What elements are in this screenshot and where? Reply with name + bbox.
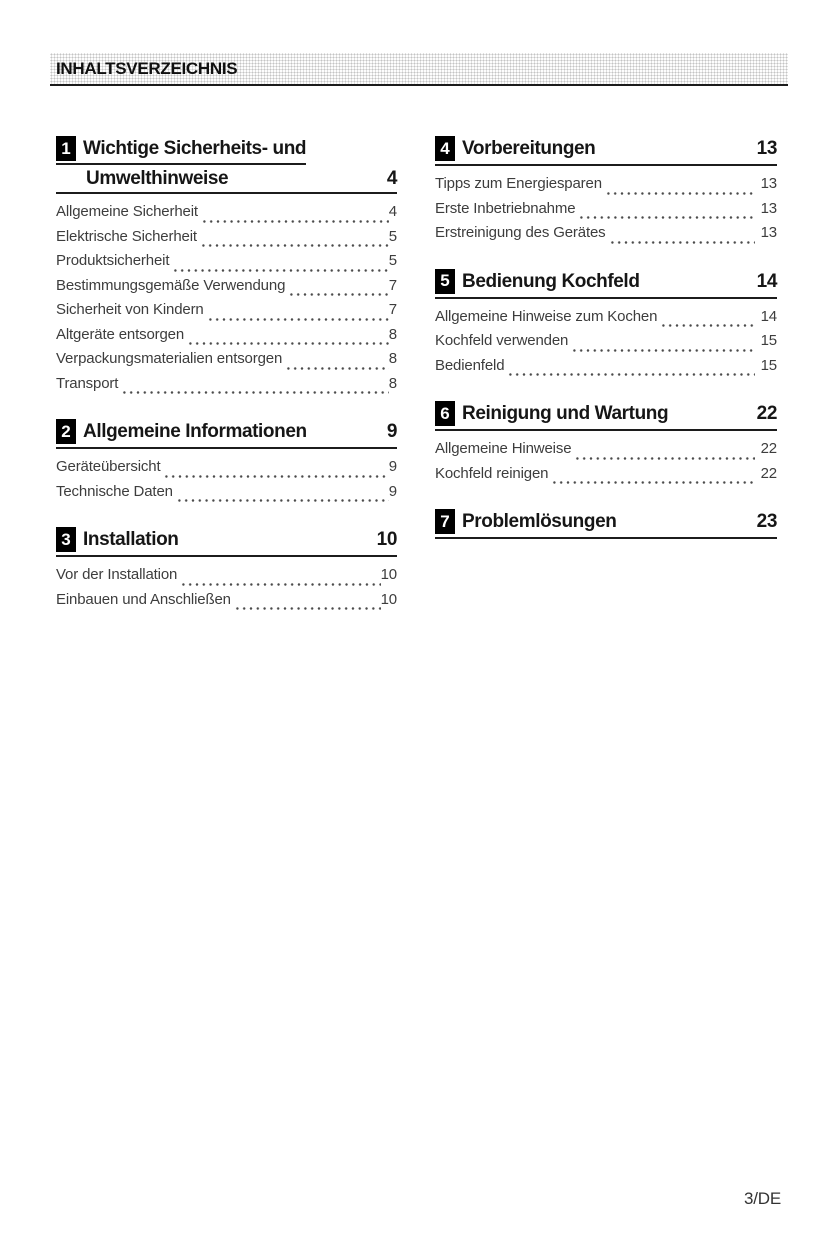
entry-label: Technische Daten [56,482,173,500]
dot-leader [660,308,754,333]
toc-entry [435,332,777,357]
entry-page-number: 13 [760,199,777,217]
section-title-continued: Umwelthinweise [86,168,229,189]
section-heading-line-1 [56,136,306,165]
toc-section-3 [56,527,397,615]
dot-leader [234,591,381,616]
page-header-bar [50,53,788,86]
entry-page-number: 8 [388,374,397,392]
toc-entry [435,308,777,333]
toc-entry [56,483,397,508]
entry-label: Sicherheit von Kindern [56,301,204,318]
toc-section-6 [435,401,777,489]
entry-page-number: 10 [380,590,397,608]
section-entries [56,203,397,399]
toc-section-4 [435,136,777,249]
section-page-number: 10 [376,529,397,550]
section-page-number: 9 [386,421,397,442]
entry-page-number: 14 [760,307,777,325]
dot-leader [200,228,389,253]
dot-leader [172,252,388,277]
section-heading [56,419,397,449]
dot-leader [121,375,389,400]
section-number-badge: 4 [435,136,455,161]
entry-page-number: 7 [388,301,397,318]
entry-label: Verpackungsmaterialien entsorgen [56,350,283,367]
dot-leader [571,332,754,357]
section-heading [435,401,777,431]
section-heading [435,136,777,166]
dot-leader [285,350,389,375]
section-number-badge: 7 [435,509,455,534]
dot-leader [176,483,389,508]
entry-label: Allgemeine Hinweise [435,440,572,457]
section-page-number: 4 [386,168,397,189]
section-title: Wichtige Sicherheits- und [83,138,307,159]
toc-entry [56,277,397,302]
toc-entry [56,228,397,253]
entry-page-number: 10 [380,566,397,583]
entry-label: Erste Inbetriebnahme [435,199,576,217]
entry-page-number: 22 [760,440,777,457]
dot-leader [609,224,755,249]
toc-entry [56,326,397,351]
entry-page-number: 9 [388,458,397,475]
toc-entry [435,224,777,249]
entry-label: Produktsicherheit [56,252,170,269]
toc-entry [435,440,777,465]
entry-label: Geräteübersicht [56,458,161,475]
section-title: Bedienung Kochfeld [462,270,640,292]
toc-column-right [435,136,777,635]
section-entries [56,458,397,507]
toc-section-2 [56,419,397,507]
section-number-badge: 3 [56,527,76,552]
footer-page-number: 3/DE [744,1189,781,1208]
entry-label: Erstreinigung des Gerätes [435,224,606,241]
section-title: Allgemeine Informationen [83,421,307,442]
entry-label: Tipps zum Energiesparen [435,175,602,192]
section-page-number: 22 [756,403,777,424]
dot-leader [207,301,389,326]
dot-leader [551,465,754,490]
entry-page-number: 15 [760,356,777,374]
entry-page-number: 9 [388,482,397,500]
section-title: Vorbereitungen [462,138,596,159]
entry-page-number: 8 [388,350,397,367]
toc-entry [435,175,777,200]
entry-label: Bedienfeld [435,356,505,374]
dot-leader [574,440,754,465]
dot-leader [180,566,380,591]
entry-page-number: 5 [388,252,397,269]
section-page-number: 23 [756,511,777,532]
toc-section-7 [435,509,777,539]
section-heading [56,527,397,557]
toc-section-1 [56,136,397,399]
section-entries [435,175,777,249]
entry-page-number: 13 [760,175,777,192]
section-number-badge: 5 [435,269,455,294]
page-header-title: INHALTSVERZEICHNIS [56,58,238,78]
entry-page-number: 15 [760,332,777,349]
entry-label: Einbauen und Anschließen [56,590,231,608]
section-title: Installation [83,529,179,550]
section-entries [435,440,777,489]
entry-page-number: 22 [760,464,777,482]
section-entries [435,308,777,382]
dot-leader [201,203,389,228]
toc-entry [435,465,777,490]
dot-leader [507,357,754,382]
dot-leader [163,458,388,483]
entry-page-number: 8 [388,325,397,343]
dot-leader [288,277,389,302]
entry-label: Elektrische Sicherheit [56,227,197,245]
document-page [0,53,837,1243]
entry-label: Transport [56,374,119,392]
toc-entry [56,301,397,326]
toc-column-left [56,136,397,635]
section-title: Reinigung und Wartung [462,403,669,424]
toc-entry [56,350,397,375]
toc-entry [56,252,397,277]
section-heading [435,269,777,299]
section-heading-line-2 [56,165,397,194]
toc-entry [56,591,397,616]
entry-label: Kochfeld reinigen [435,464,549,482]
section-page-number: 14 [756,270,777,292]
entry-page-number: 4 [388,203,397,220]
section-number-badge: 1 [56,136,76,161]
section-heading [435,509,777,539]
entry-page-number: 7 [388,276,397,294]
entry-label: Altgeräte entsorgen [56,325,185,343]
section-title: Problemlösungen [462,511,617,532]
toc-entry [56,375,397,400]
section-entries [56,566,397,615]
entry-label: Allgemeine Sicherheit [56,203,198,220]
entry-label: Kochfeld verwenden [435,332,569,349]
entry-label: Allgemeine Hinweise zum Kochen [435,307,658,325]
toc-entry [56,566,397,591]
toc-entry [435,357,777,382]
entry-label: Vor der Installation [56,566,178,583]
dot-leader [605,175,755,200]
dot-leader [578,200,754,225]
entry-page-number: 5 [388,227,397,245]
section-number-badge: 6 [435,401,455,426]
toc-entry [435,200,777,225]
toc-section-5 [435,269,777,382]
section-heading [56,136,397,194]
toc-entry [56,458,397,483]
dot-leader [187,326,389,351]
section-page-number: 13 [756,138,777,159]
entry-page-number: 13 [760,224,777,241]
table-of-contents [56,136,777,635]
section-number-badge: 2 [56,419,76,444]
entry-label: Bestimmungsgemäße Verwendung [56,276,286,294]
toc-entry [56,203,397,228]
